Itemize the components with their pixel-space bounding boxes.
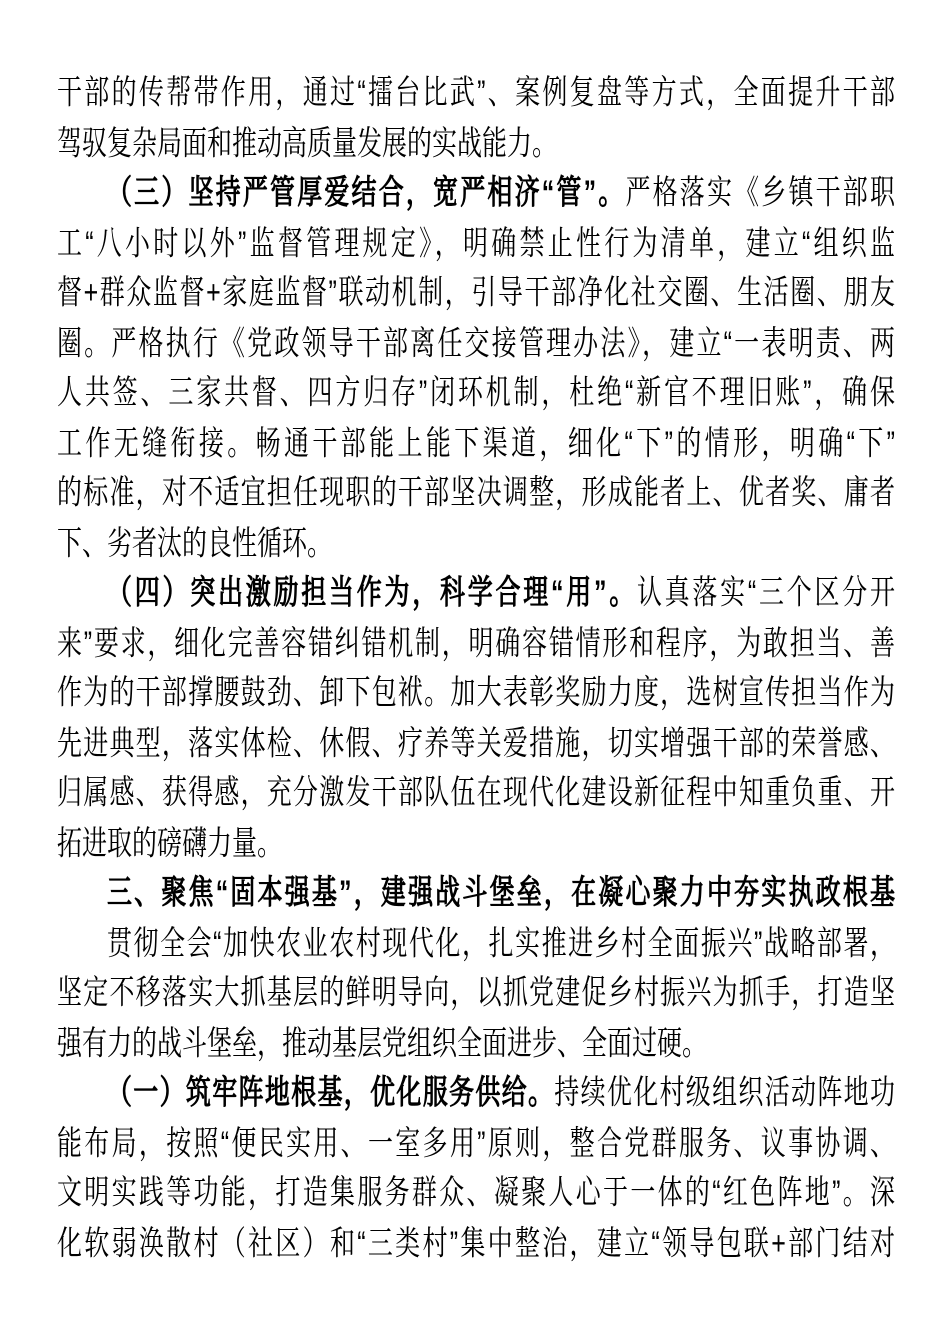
text-line	[57, 619, 895, 669]
text-run: 贯彻全会“加快农业农村现代化，扎实推进乡村全面振兴”战略部署，	[107, 924, 895, 962]
text-line	[57, 319, 895, 369]
text-line	[57, 1019, 895, 1069]
text-run: 归属感、获得感，充分激发干部队伍在现代化建设新征程中知重负重、开	[57, 774, 895, 812]
text-run: 文明实践等功能，打造集服务群众、凝聚人心于一体的“红色阵地”。深	[57, 1174, 895, 1212]
bold-run: 三、聚焦“固本强基”，建强战斗堡垒，在凝心聚力中夯实执政根基	[107, 874, 895, 912]
text-line	[57, 469, 895, 519]
bold-run: （四）突出激励担当作为，科学合理“用”。	[107, 574, 637, 612]
text-run: 干部的传帮带作用，通过“擂台比武”、案例复盘等方式，全面提升干部	[57, 74, 895, 112]
text-run: 强有力的战斗堡垒，推动基层党组织全面进步、全面过硬。	[57, 1024, 708, 1062]
text-line	[57, 1169, 895, 1219]
bold-run: （三）坚持严管厚爱结合，宽严相济“管”。	[107, 174, 626, 212]
text-run: 人共签、三家共督、四方归存”闭环机制，杜绝“新官不理旧账”，确保	[57, 374, 895, 412]
text-line-subheading-4	[57, 569, 895, 619]
text-run: 作为的干部撑腰鼓劲、卸下包袱。加大表彰奖励力度，选树宣传担当作为	[57, 674, 895, 712]
text-line	[57, 269, 895, 319]
text-line	[57, 519, 895, 569]
text-line	[57, 819, 895, 869]
text-run: 化软弱涣散村（社区）和“三类村”集中整治，建立“领导包联+部门结对	[57, 1224, 895, 1262]
section-heading-3	[57, 869, 895, 919]
bold-run: （一）筑牢阵地根基，优化服务供给。	[107, 1074, 555, 1112]
text-run: 下、劣者汰的良性循环。	[57, 524, 333, 562]
text-line	[57, 69, 895, 119]
text-run: 认真落实“三个区分开	[636, 574, 895, 612]
text-line	[57, 719, 895, 769]
text-line	[57, 969, 895, 1019]
text-line-subheading-3	[57, 169, 895, 219]
text-line	[57, 219, 895, 269]
text-run: 来”要求，细化完善容错纠错机制，明确容错情形和程序，为敢担当、善	[57, 624, 895, 662]
text-run: 督+群众监督+家庭监督”联动机制，引导干部净化社交圈、生活圈、朋友	[57, 274, 895, 312]
text-line	[57, 119, 895, 169]
text-line	[57, 1119, 895, 1169]
text-line	[57, 769, 895, 819]
text-run: 工“八小时以外”监督管理规定》，明确禁止性行为清单，建立“组织监	[57, 224, 895, 262]
text-run: 能布局，按照“便民实用、一室多用”原则，整合党群服务、议事协调、	[57, 1124, 895, 1162]
document-text-body	[57, 69, 895, 1269]
text-run: 严格落实《乡镇干部职	[625, 174, 895, 212]
text-line	[57, 919, 895, 969]
text-line-subheading-1	[57, 1069, 895, 1119]
text-line	[57, 369, 895, 419]
text-run: 拓进取的磅礴力量。	[57, 824, 283, 862]
text-run: 的标准，对不适宜担任现职的干部坚决调整，形成能者上、优者奖、庸者	[57, 474, 895, 512]
text-line	[57, 669, 895, 719]
text-run: 先进典型，落实体检、休假、疗养等关爱措施，切实增强干部的荣誉感、	[57, 724, 895, 762]
text-run: 坚定不移落实大抓基层的鲜明导向，以抓党建促乡村振兴为抓手，打造坚	[57, 974, 895, 1012]
text-line	[57, 1219, 895, 1269]
text-run: 持续优化村级组织活动阵地功	[554, 1074, 895, 1112]
text-line	[57, 419, 895, 469]
text-run: 圈。严格执行《党政领导干部离任交接管理办法》，建立“一表明责、两	[57, 324, 895, 362]
text-run: 驾驭复杂局面和推动高质量发展的实战能力。	[57, 124, 558, 162]
text-run: 工作无缝衔接。畅通干部能上能下渠道，细化“下”的情形，明确“下”	[57, 424, 895, 462]
